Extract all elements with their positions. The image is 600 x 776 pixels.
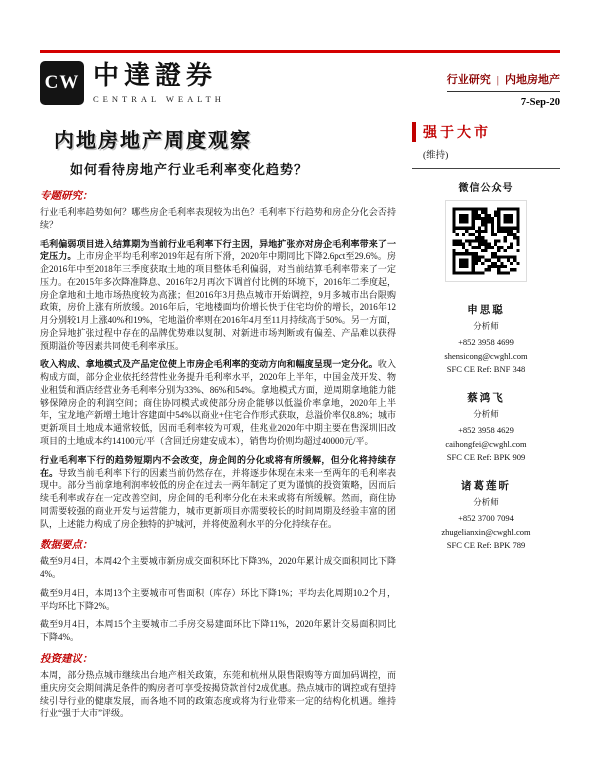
rating-note: (维持): [423, 151, 449, 161]
research-paragraph: [40, 454, 396, 531]
sidebar-column: [412, 118, 560, 726]
analyst-card: [412, 479, 560, 552]
report-category: [447, 71, 560, 92]
brand-name-cn: 中達證券: [93, 61, 218, 91]
paragraph-body: 收入构成方面，部分企业依托经营性业务提升毛利率水平，2020年上半年，中国金茂开发、物业租赁和酒店经营业务毛利率分别为33%、86%和54%。拿地模式方面，逆周期拿地能力能够保障房企的利润空间；商住协同模式或使部分房企能够以低溢价率拿地，2020年上半年，宝龙地产新增土地计容建面中54%以商业+住宅合作形式获取，总溢价率仅8.8%；城市更新项目土地成本通常较低，因而毛利率较为可观，佳兆业2020年中期主要在售深圳旧改项目的土地成本约14100元/平（含回迁房建安成本），销售均价则均超过40000元/平。: [40, 359, 396, 447]
report-header: [40, 61, 560, 108]
analyst-sfc-ref: SFC CE Ref: BPK 909: [446, 451, 526, 462]
cw-monogram-icon: CW: [40, 61, 84, 105]
analyst-sfc-ref: SFC CE Ref: BPK 789: [446, 539, 526, 550]
main-column: [40, 118, 412, 726]
research-section-label: 专题研究：: [40, 191, 93, 202]
research-paragraph: [40, 238, 396, 353]
section-data-points: [40, 537, 396, 644]
analyst-email: caihongfei@cwghl.com: [445, 438, 527, 449]
brand-name-en: CENTRAL WEALTH: [93, 93, 225, 104]
wechat-qr-code-icon: [445, 200, 527, 282]
data-point: 截至9月4日，本周42个主要城市新房成交面积环比下降3%，2020年累计成交面积同比下降4%。: [40, 556, 396, 580]
data-point: 截至9月4日，本周15个主要城市二手房交易建面环比下降11%，2020年累计交易面积同比下降4%。: [40, 619, 396, 643]
analyst-name: 申思聪: [467, 305, 505, 316]
section-investment-advice: [40, 651, 396, 720]
brand-text: [93, 62, 225, 104]
analyst-title: 分析师: [473, 409, 499, 420]
invest-body: 本周，部分热点城市继续出台地产相关政策，东莞和杭州从限售限购等方面加码调控，而重庆房交会期间满足条件的购房者可享受按揭贷款首付2成优惠。热点城市的调控或有望持续引导行业的健康发展，而各地不同的政策态度或将为行业带来一定的结构化机遇。维持行业“强于大市”评级。: [40, 669, 396, 719]
data-section-label: 数据要点：: [40, 540, 93, 552]
rating-value: 强于大市: [423, 126, 491, 141]
content-area: [40, 118, 560, 726]
research-paragraph: [40, 358, 396, 447]
research-intro: 行业毛利率趋势如何？哪些房企毛利率表现较为出色？毛利率下行趋势和房企分化会否持续？: [40, 207, 396, 230]
analyst-title: 分析师: [473, 497, 499, 508]
paragraph-lead: 收入构成、拿地模式及产品定位使上市房企毛利率的变动方向和幅度呈现一定分化。: [40, 359, 378, 370]
analyst-email: shensicong@cwghl.com: [444, 350, 528, 361]
analyst-card: [412, 391, 560, 464]
top-accent-rule: [40, 50, 560, 53]
wechat-qr-wrap: [412, 200, 560, 287]
category-separator: |: [496, 74, 499, 86]
brand-logo: [40, 61, 225, 105]
rating-badge: [412, 122, 560, 142]
paragraph-lead: 毛利偏弱项目进入结算期为当前行业毛利率下行主因，异地扩张亦对房企毛利率带来了一定压力。: [40, 238, 396, 262]
analyst-name: 蔡鸿飞: [467, 392, 505, 404]
analyst-phone: +852 3958 4629: [458, 425, 514, 436]
section-research: [40, 188, 396, 530]
analyst-sfc-ref: SFC CE Ref: BNF 348: [446, 363, 526, 374]
paragraph-body: 上市房企平均毛利率2019年起有所下滑，2020年中期同比下降2.6pct至29.6%。房企2016年中至2018年三季度获取土地的项目整体毛利偏弱，对当前结算毛利率带来了一定压力。在2015年多次降准降息、2016年2月再次下调首付比例的环境下，2016年二季度起，房企拿地和土地市场热度较为高涨；但2016年3月热点城市开始调控，9月多城市出台限购政策，房价上涨有所放缓。2016年后，宅地楼面均价增长快于住宅均价的增长，2016年12月分别较1月上涨40%和19%，宅地溢价率则在2016年4月至11月持续高于50%。另一方面，房企异地扩张过程中存在的品牌优势难以复制、对新进市场判断或有偏差、产品难以获得预期溢价等因素共同使毛利率承压。: [40, 251, 396, 351]
invest-section-label: 投资建议：: [40, 653, 93, 665]
analyst-phone: +852 3700 7094: [458, 513, 514, 524]
paragraph-body: 导致当前毛利率下行的因素当前仍然存在，并将逐步体现在未来一至两年的毛利率表现中。部分当前拿地利润率较低的房企在过去一两年制定了更为谨慎的投资策略，因而后续毛利率或存在一定改善空间，房企间的毛利率分化在未来或将有所缓解。然而，商住协同需要较强的商业开发与运营能力，城市更新项目亦需要较长的时间周期及经验丰富的团队，上述能力构成了房企独特的护城河，并将使盈利水平的分化持续存在。: [40, 467, 396, 529]
page-subtitle: 如何看待房地产行业毛利率变化趋势？: [70, 162, 309, 177]
page-title: 内地房地产周度观察: [54, 130, 252, 152]
paragraph-lead: 行业毛利率下行的趋势短期内不会改变，房企间的分化或将有所缓解，但分化将持续存在。: [40, 454, 396, 478]
sector-label: 内地房地产: [505, 74, 560, 86]
analyst-card: [412, 303, 560, 376]
analyst-name: 诸葛莲昕: [461, 480, 511, 492]
analyst-email: zhugelianxin@cwghl.com: [441, 526, 531, 537]
header-meta: [447, 71, 560, 108]
data-point: 截至9月4日，本周13个主要城市可售面积（库存）环比下降1%；平均去化周期10.2个月，平均环比下降2%。: [40, 587, 396, 611]
analyst-phone: +852 3958 4699: [458, 337, 514, 348]
report-date: 7-Sep-20: [520, 97, 560, 108]
category-label: 行业研究: [446, 74, 491, 86]
sidebar-divider: [412, 168, 560, 169]
wechat-account-label: 微信公众号: [458, 183, 514, 194]
analyst-title: 分析师: [473, 321, 499, 332]
